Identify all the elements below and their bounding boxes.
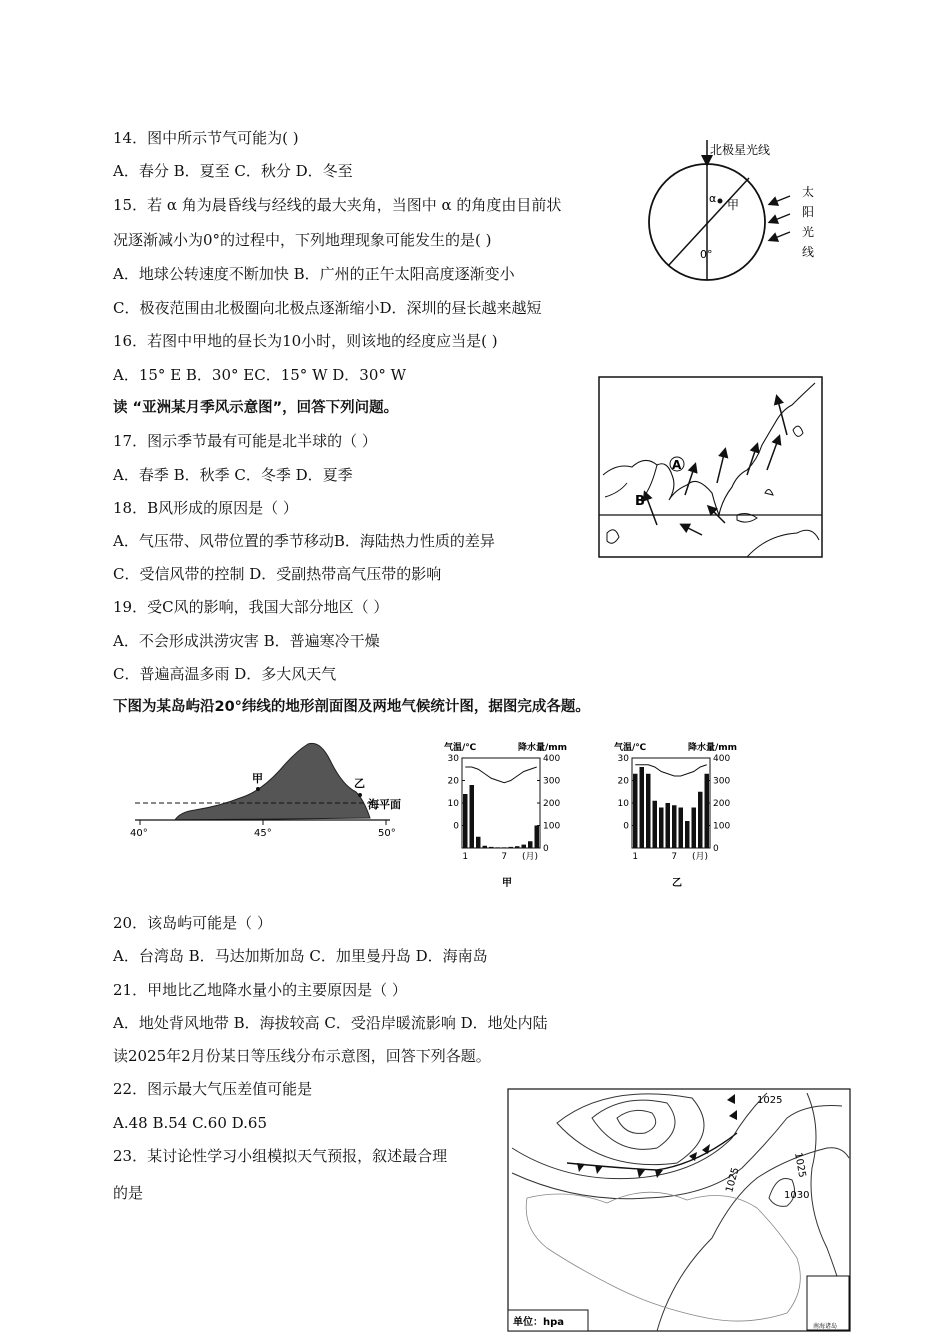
q15-stem-line2: 况逐渐减小为0°的过程中，下列地理现象可能发生的是( ) xyxy=(113,231,492,249)
q22-stem: 22．图示最大气压差值可能是 xyxy=(113,1080,313,1098)
lon-45-label: 45° xyxy=(254,828,272,839)
q19-stem: 19．受C风的影响，我国大部分地区（ ） xyxy=(113,598,389,616)
precip-bar xyxy=(502,847,507,848)
precip-bar xyxy=(496,847,501,848)
x-axis-label: (月) xyxy=(692,852,709,862)
temp-tick-label: 30 xyxy=(617,754,629,764)
precip-bar xyxy=(646,774,651,848)
q17-options: A．春季 B．秋季 C．冬季 D．夏季 xyxy=(113,466,353,484)
temp-line xyxy=(465,767,537,783)
sun-label-2: 阳 xyxy=(802,205,815,219)
temp-tick-label: 20 xyxy=(447,776,459,787)
unit-label: 单位：hpa xyxy=(513,1317,565,1328)
precip-bar xyxy=(698,792,703,848)
x-axis-label: (月) xyxy=(522,852,539,862)
precip-axis-title: 降水量/mm xyxy=(688,743,738,753)
sun-label-1: 太 xyxy=(802,185,815,199)
x-tick-label: 7 xyxy=(671,852,678,862)
precip-bar xyxy=(633,774,638,848)
precip-bar xyxy=(509,847,514,848)
q16-options: A．15° E B．30° EC．15° W D．30° W xyxy=(113,366,407,384)
precip-bar xyxy=(653,801,658,848)
precip-bar xyxy=(515,846,520,848)
q15-options-line1: A．地球公转速度不断加快 B．广州的正午太阳高度逐渐变小 xyxy=(113,265,515,283)
north-star-label: 北极星光线 xyxy=(710,143,771,157)
sea-level-label: 海平面 xyxy=(368,798,401,811)
precip-bar xyxy=(659,808,664,849)
asia-monsoon-map xyxy=(597,375,825,560)
q18-stem: 18．B风形成的原因是（ ） xyxy=(113,499,298,517)
temp-tick-label: 10 xyxy=(617,799,629,809)
isobar-label-4: 1030 xyxy=(784,1190,810,1201)
precip-tick-label: 300 xyxy=(713,776,731,787)
climate-chart-yi xyxy=(610,738,750,888)
temp-axis-title: 气温/℃ xyxy=(614,743,647,753)
precip-bar xyxy=(463,794,468,848)
sun-label-3: 光 xyxy=(802,225,815,239)
precip-bar xyxy=(489,847,494,848)
lon-40-label: 40° xyxy=(130,828,148,839)
precip-bar xyxy=(483,846,488,848)
q21-stem: 21．甲地比乙地降水量小的主要原因是（ ） xyxy=(113,981,407,999)
q14-stem: 14．图中所示节气可能为( ) xyxy=(113,129,299,147)
sun-label-4: 线 xyxy=(802,245,815,259)
point-jia xyxy=(718,199,723,204)
q22-options: A.48 B.54 C.60 D.65 xyxy=(113,1114,268,1132)
precip-tick-label: 300 xyxy=(543,776,561,787)
precip-bar xyxy=(476,837,481,848)
chart-title: 甲 xyxy=(502,878,512,888)
isobar-map xyxy=(507,1088,851,1332)
precip-bar xyxy=(535,826,540,849)
precip-tick-label: 100 xyxy=(713,821,731,832)
temp-line xyxy=(635,765,707,776)
precip-bar xyxy=(672,805,677,848)
temp-tick-label: 0 xyxy=(623,821,629,832)
point-yi-profile xyxy=(358,793,362,797)
q19-options-line2: C．普遍高温多雨 D．多大风天气 xyxy=(113,665,337,683)
climate-chart-jia xyxy=(440,738,580,888)
temp-tick-label: 0 xyxy=(453,821,459,832)
section-pressure-heading: 读2025年2月份某日等压线分布示意图，回答下列各题。 xyxy=(113,1047,491,1065)
temp-tick-label: 20 xyxy=(617,776,629,787)
q20-stem: 20．该岛屿可能是（ ） xyxy=(113,914,272,932)
q17-stem: 17．图示季节最有可能是北半球的（ ） xyxy=(113,432,377,450)
section-monsoon-heading: 读 “亚洲某月季风示意图”，回答下列问题。 xyxy=(113,400,399,416)
alpha-label: α xyxy=(709,192,717,205)
terrain-profile xyxy=(120,730,410,840)
profile-jia-label: 甲 xyxy=(252,772,263,785)
temp-axis-title: 气温/℃ xyxy=(444,743,477,753)
x-tick-label: 7 xyxy=(501,852,508,862)
profile-yi-label: 乙 xyxy=(354,777,365,790)
inset-label: 南海诸岛 xyxy=(813,1323,838,1330)
section-island-heading: 下图为某岛屿沿20°纬线的地形剖面图及两地气候统计图，据图完成各题。 xyxy=(113,699,590,715)
isobar-label-3: 1025 xyxy=(724,1166,742,1194)
precip-tick-label: 100 xyxy=(543,821,561,832)
label-a: A xyxy=(672,458,682,472)
sun-ray-3 xyxy=(770,232,790,240)
q18-options-line2: C．受信风带的控制 D．受副热带高气压带的影响 xyxy=(113,565,442,583)
q15-stem-line1: 15．若 α 角为晨昏线与经线的最大夹角，当图中 α 的角度由目前状 xyxy=(113,196,562,214)
precip-bar xyxy=(470,785,475,848)
x-tick-label: 1 xyxy=(462,852,469,862)
illumination-diagram xyxy=(640,136,830,296)
q19-options-line1: A．不会形成洪涝灾害 B．普遍寒冷干燥 xyxy=(113,632,380,650)
inset-box xyxy=(807,1276,849,1330)
precip-tick-label: 0 xyxy=(713,844,719,854)
q23-stem-line1: 23．某讨论性学习小组模拟天气预报，叙述最合理 xyxy=(113,1147,448,1165)
sun-ray-1 xyxy=(770,196,790,204)
q15-options-line2: C．极夜范围由北极圈向北极点逐渐缩小D．深圳的昼长越来越短 xyxy=(113,299,542,317)
precip-tick-label: 200 xyxy=(713,799,731,809)
isobar-label-1: 1025 xyxy=(757,1095,783,1106)
lon-50-label: 50° xyxy=(378,828,396,839)
q16-stem: 16．若图中甲地的昼长为10小时，则该地的经度应当是( ) xyxy=(113,332,498,350)
sun-ray-2 xyxy=(770,214,790,222)
precip-bar xyxy=(666,803,671,848)
precip-bar xyxy=(685,821,690,848)
precip-bar xyxy=(640,767,645,848)
label-b: B xyxy=(635,494,645,509)
q18-options-line1: A．气压带、风带位置的季节移动B．海陆热力性质的差异 xyxy=(113,532,495,550)
zero-degree-label: 0° xyxy=(700,248,713,261)
precip-tick-label: 400 xyxy=(713,754,731,764)
precip-bar xyxy=(522,845,527,848)
precip-axis-title: 降水量/mm xyxy=(518,743,568,753)
q21-options: A．地处背风地带 B．海拔较高 C．受沿岸暖流影响 D．地处内陆 xyxy=(113,1014,548,1032)
point-jia-profile xyxy=(256,787,260,791)
precip-tick-label: 200 xyxy=(543,799,561,809)
precip-tick-label: 0 xyxy=(543,844,549,854)
isobar-label-2: 1025 xyxy=(792,1151,808,1179)
precip-tick-label: 400 xyxy=(543,754,561,764)
x-tick-label: 1 xyxy=(632,852,639,862)
temp-tick-label: 10 xyxy=(447,799,459,809)
precip-bar xyxy=(679,808,684,849)
island-silhouette xyxy=(175,743,370,820)
precip-bar xyxy=(692,808,697,849)
jia-label: 甲 xyxy=(727,198,740,212)
q23-stem-line2: 的是 xyxy=(113,1184,144,1202)
precip-bar xyxy=(705,774,710,848)
temp-tick-label: 30 xyxy=(447,754,459,764)
q20-options: A．台湾岛 B．马达加斯加岛 C．加里曼丹岛 D．海南岛 xyxy=(113,947,488,965)
q14-options: A．春分 B．夏至 C．秋分 D．冬至 xyxy=(113,162,353,180)
precip-bar xyxy=(528,841,533,848)
chart-title: 乙 xyxy=(672,878,682,888)
